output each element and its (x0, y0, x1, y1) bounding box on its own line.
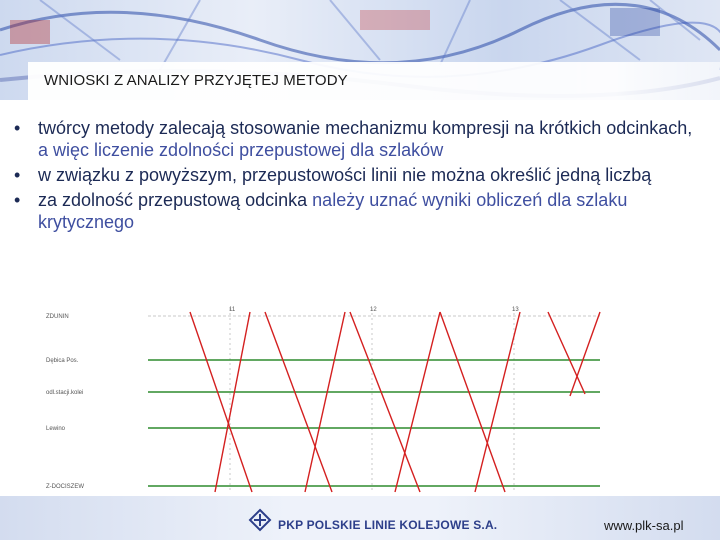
train-path-line (305, 312, 345, 492)
station-label: Z-DOCISZEW (46, 484, 84, 490)
diagram-station-lines (148, 316, 600, 486)
bullet-dot-icon: • (14, 190, 21, 210)
bullet-text: twórcy metody zalecają stosowanie mechanizmu kompresji na krótkich odcinkach, (38, 118, 693, 138)
train-path-line (190, 312, 252, 492)
train-path-line (440, 312, 505, 492)
footer-logo-text: PKP POLSKIE LINIE KOLEJOWE S.A. (278, 518, 498, 532)
bullet-dot-icon: • (14, 165, 21, 185)
station-label: Lewino (46, 426, 66, 432)
bullet-text: w związku z powyższym, przepustowości linii nie można określić jedną liczbą (38, 165, 652, 185)
hour-mark-label: 11 (229, 307, 236, 313)
slide-title: WNIOSKI Z ANALIZY PRZYJĘTEJ METODY (44, 72, 348, 89)
pkp-logo-icon (248, 508, 272, 532)
bullet-item (14, 117, 704, 161)
diagram-grid (229, 307, 519, 492)
train-graph-diagram (0, 304, 720, 496)
train-path-line (215, 312, 250, 492)
train-path-line (548, 312, 585, 394)
bullet-list (14, 117, 704, 236)
train-path-line (350, 312, 420, 492)
bullet-dot-icon: • (14, 118, 21, 138)
bullet-highlight: a więc liczenie zdolności przepustowej dla szlaków (38, 140, 444, 160)
bullet-text: za zdolność przepustową odcinka (38, 190, 313, 210)
diagram-train-lines (190, 312, 600, 492)
train-path-line (475, 312, 520, 492)
station-label: ZDUNIN (46, 314, 69, 320)
hour-mark-label: 12 (370, 307, 377, 313)
train-path-line (570, 312, 600, 396)
bullet-highlight: należy uznać wyniki obliczeń dla szlaku krytycznego (38, 190, 628, 232)
footer-url: www.plk-sa.pl (604, 518, 684, 533)
train-path-line (265, 312, 332, 492)
hour-mark-label: 13 (512, 307, 519, 313)
bullet-item (14, 189, 704, 233)
train-path-line (395, 312, 440, 492)
bullet-item (14, 164, 704, 186)
station-label: odl.stacji.kolei (46, 390, 84, 396)
diagram-station-labels (46, 314, 84, 490)
station-label: Dębica Pos. (46, 358, 79, 364)
